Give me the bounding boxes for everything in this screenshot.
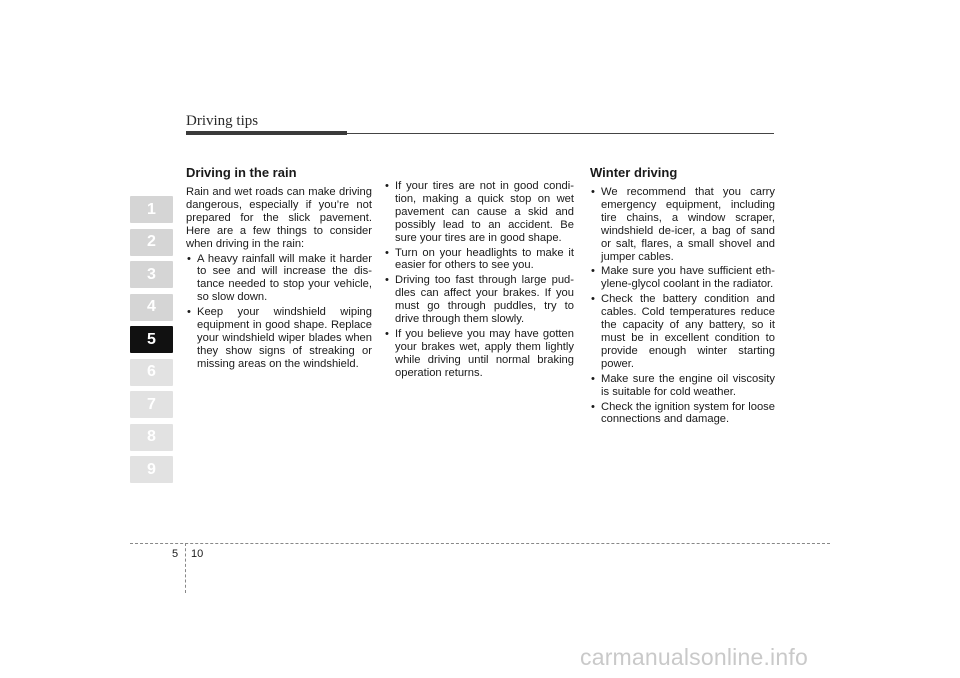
footer-chapter-number: 5	[172, 548, 179, 560]
header-accent-bar	[186, 131, 347, 135]
winter-bullet: • Check the battery condition and cables. Cold temperatures reduce the capacity of any battery, so it must be in excellent condition to provide enough winter starting power.	[590, 293, 775, 370]
winter-bullet-list	[590, 186, 775, 426]
rain-section-title: Driving in the rain	[186, 165, 297, 180]
rain-bullet: • Keep your windshield wiping equipment in good shape. Replace your windshield wiper blades when they show signs of streaking or missing areas on the windshield.	[186, 306, 372, 371]
footer-divider	[130, 543, 830, 544]
winter-bullet: • Check the ignition system for loose connections and damage.	[590, 401, 775, 427]
chapter-tab-5[interactable]: 5	[130, 326, 173, 353]
rain-intro: Rain and wet roads can make driving dangerous, especially if you’re not prepared for the slick pavement. Here are a few things to consider when driving in the rain:	[186, 186, 372, 250]
rain-bullet: • If you believe you may have gotten your brakes wet, apply them lightly while driving until normal braking operation returns.	[384, 328, 574, 380]
chapter-tab-8[interactable]: 8	[130, 424, 173, 451]
rain-bullet: • Turn on your headlights to make it easier for others to see you.	[384, 247, 574, 273]
winter-bullet: • We recommend that you carry emergency equipment, including tire chains, a window scraper, windshield de-icer, a bag of sand or salt, flares, a small shovel and jumper cables.	[590, 186, 775, 263]
chapter-tab-6[interactable]: 6	[130, 359, 173, 386]
chapter-tab-1[interactable]: 1	[130, 196, 173, 223]
rain-bullet: • A heavy rainfall will make it harder to see and will increase the dis-tance needed to stop your vehicle, so slow down.	[186, 253, 372, 305]
page-title: Driving tips	[186, 113, 259, 129]
winter-section	[590, 165, 775, 428]
footer-page-number: 10	[191, 548, 204, 560]
rain-bullet: • If your tires are not in good condi-tion, making a quick stop on wet pavement can cause a skid and possibly lead to an accident. Be sure your tires are in good shape.	[384, 180, 574, 245]
rain-bullet: • Driving too fast through large pud-dles can affect your brakes. If you must go through puddles, try to drive through them slowly.	[384, 274, 574, 326]
chapter-tab-2[interactable]: 2	[130, 229, 173, 256]
winter-bullet: • Make sure you have sufficient eth-ylene-glycol coolant in the radiator.	[590, 265, 775, 291]
rain-bullet-list	[186, 253, 372, 371]
rain-section	[186, 165, 372, 373]
chapter-tabs	[130, 196, 173, 489]
chapter-tab-9[interactable]: 9	[130, 456, 173, 483]
winter-bullet: • Make sure the engine oil viscosity is suitable for cold weather.	[590, 373, 775, 399]
rain-bullet-list-continued	[384, 180, 574, 380]
chapter-tab-7[interactable]: 7	[130, 391, 173, 418]
chapter-tab-3[interactable]: 3	[130, 261, 173, 288]
watermark: carmanualsonline.info	[580, 644, 808, 670]
rain-section-continued	[384, 180, 574, 382]
chapter-tab-4[interactable]: 4	[130, 294, 173, 321]
winter-section-title: Winter driving	[590, 165, 678, 180]
footer-vertical-divider	[185, 543, 186, 593]
